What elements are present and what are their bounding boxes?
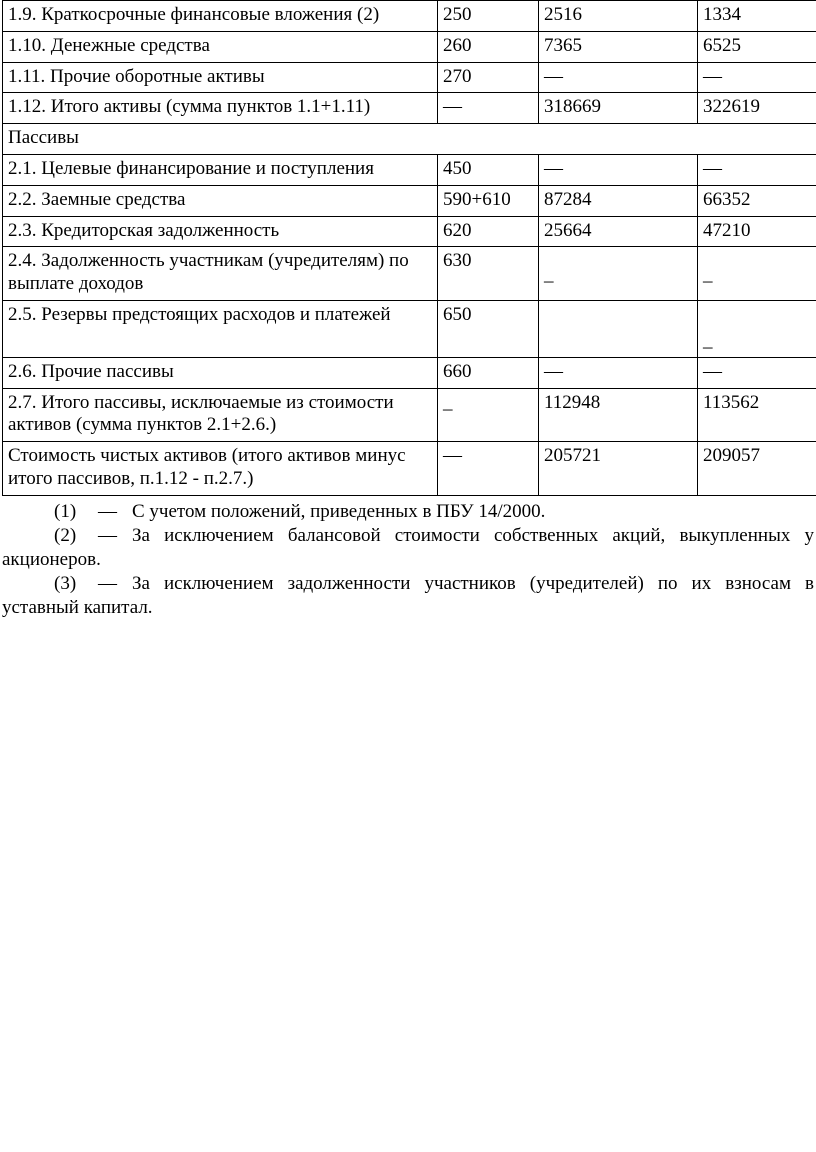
footnote-item (2, 500, 814, 524)
row-value-begin: 87284 (539, 185, 698, 216)
row-label: Стоимость чистых активов (итого активов минус итого пассивов, п.1.12 - п.2.7.) (3, 442, 438, 496)
row-code: 250 (438, 1, 539, 32)
row-value-begin: 2516 (539, 1, 698, 32)
section-label: Пассивы (3, 124, 816, 155)
footnote-number: (3) (54, 572, 77, 594)
table-section-row (3, 124, 816, 155)
row-code: 450 (438, 154, 539, 185)
row-label: 1.9. Краткосрочные финансовые вложения (2) (3, 1, 438, 32)
table-row (3, 388, 816, 442)
row-value-begin: 112948 (539, 388, 698, 442)
row-value-begin: 318669 (539, 93, 698, 124)
row-value-end: — (698, 357, 816, 388)
row-code: 650 (438, 300, 539, 357)
table-row (3, 442, 816, 496)
row-value-end: 209057 (698, 442, 816, 496)
footnote-dash: — (98, 572, 117, 594)
row-value-end: 113562 (698, 388, 816, 442)
footnote-number: (2) (54, 524, 77, 546)
row-value-end: 47210 (698, 216, 816, 247)
footnote-item (2, 572, 814, 620)
row-label: 2.5. Резервы предстоящих расходов и платежей (3, 300, 438, 357)
row-label: 2.1. Целевые финансирование и поступления (3, 154, 438, 185)
row-code: — (438, 442, 539, 496)
row-value-begin: 25664 (539, 216, 698, 247)
row-value-begin (539, 300, 698, 357)
row-value-begin (539, 247, 698, 301)
footnote-dash: — (98, 500, 117, 522)
row-label: 2.6. Прочие пассивы (3, 357, 438, 388)
row-label: 2.7. Итого пассивы, исключаемые из стоимости активов (сумма пунктов 2.1+2.6.) (3, 388, 438, 442)
row-value-end: — (698, 62, 816, 93)
row-value-end-text: _ (703, 329, 713, 351)
row-value-begin: — (539, 357, 698, 388)
footnote-item (2, 524, 814, 572)
row-value-end: 66352 (698, 185, 816, 216)
row-code: 660 (438, 357, 539, 388)
row-code: 620 (438, 216, 539, 247)
row-value-begin: — (539, 154, 698, 185)
net-assets-table (2, 0, 816, 496)
row-label: 1.12. Итого активы (сумма пунктов 1.1+1.11) (3, 93, 438, 124)
footnote-number: (1) (54, 500, 77, 522)
table-row (3, 93, 816, 124)
row-label: 2.4. Задолженность участникам (учредителям) по выплате доходов (3, 247, 438, 301)
table-row (3, 1, 816, 32)
row-label: 2.2. Заемные средства (3, 185, 438, 216)
row-code: 270 (438, 62, 539, 93)
table-row (3, 247, 816, 301)
footnote-text: С учетом положений, приведенных в ПБУ 14/2000. (132, 500, 546, 522)
table-row (3, 62, 816, 93)
table-row (3, 357, 816, 388)
row-label: 2.3. Кредиторская задолженность (3, 216, 438, 247)
footnote-text: За исключением задолженности участников (учредителей) по их взносам в уставный капитал. (2, 572, 814, 618)
row-label: 1.10. Денежные средства (3, 31, 438, 62)
row-value-end: 322619 (698, 93, 816, 124)
table-row (3, 154, 816, 185)
row-value-end: — (698, 154, 816, 185)
row-value-end (698, 247, 816, 301)
row-value-begin: 7365 (539, 31, 698, 62)
row-code: 590+610 (438, 185, 539, 216)
row-value-begin-text: _ (544, 264, 554, 286)
row-value-end: 1334 (698, 1, 816, 32)
table-row (3, 185, 816, 216)
row-value-end: 6525 (698, 31, 816, 62)
row-code: _ (438, 388, 539, 442)
row-code: — (438, 93, 539, 124)
table-row (3, 31, 816, 62)
row-label: 1.11. Прочие оборотные активы (3, 62, 438, 93)
row-value-end (698, 300, 816, 357)
table-row (3, 300, 816, 357)
row-code: 260 (438, 31, 539, 62)
footnote-dash: — (98, 524, 117, 546)
table-body (3, 1, 816, 496)
row-code: 630 (438, 247, 539, 301)
footnotes (0, 500, 816, 620)
footnote-text: За исключением балансовой стоимости собственных акций, выкупленных у акционеров. (2, 524, 814, 570)
table-row (3, 216, 816, 247)
row-value-end-text: _ (703, 264, 713, 286)
row-value-begin: 205721 (539, 442, 698, 496)
row-value-begin: — (539, 62, 698, 93)
